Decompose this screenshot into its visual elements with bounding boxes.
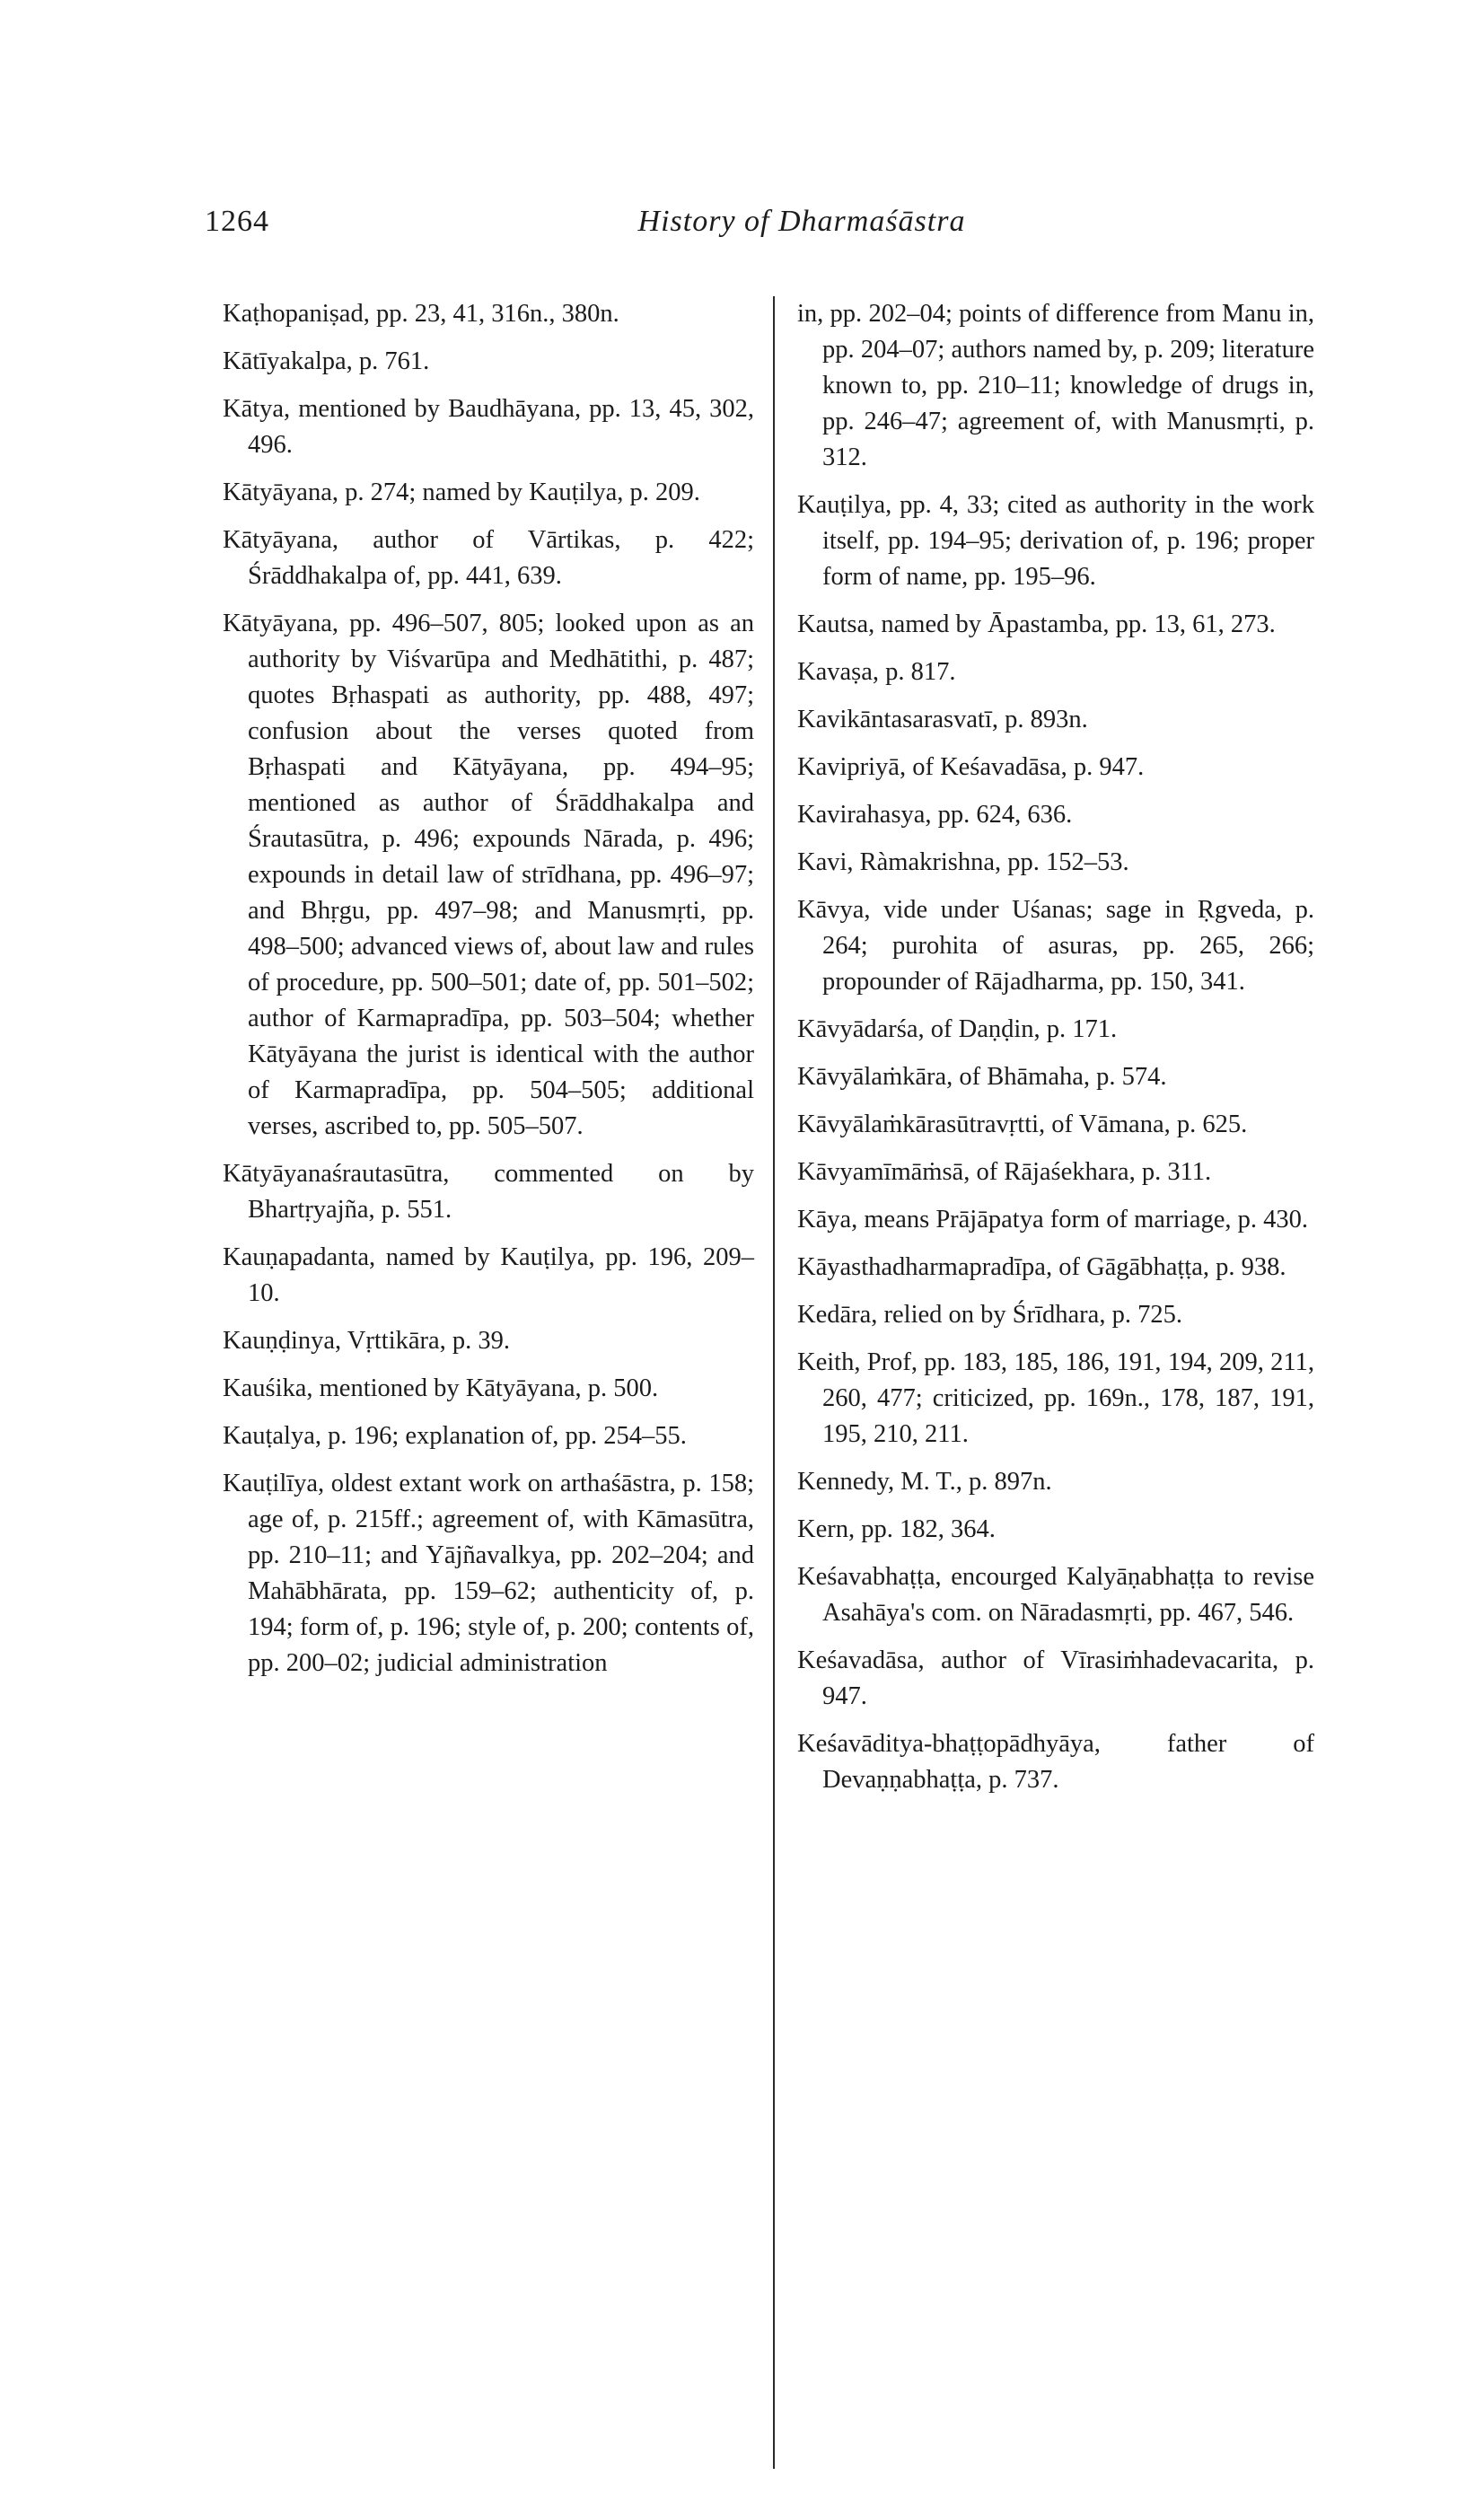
index-entry: Kātya, mentioned by Baudhāyana, pp. 13, 45, 302, 496. — [223, 395, 754, 459]
index-entry: Kauṇḍinya, Vṛttikāra, p. 39. — [223, 1327, 511, 1355]
page-number: 1264 — [205, 205, 269, 238]
index-entry: Kautsa, named by Āpastamba, pp. 13, 61, 273. — [797, 610, 1276, 638]
index-entry: Kauṇapadanta, named by Kauṭilya, pp. 196, 209–10. — [223, 1243, 754, 1307]
index-entry: Kern, pp. 182, 364. — [797, 1515, 996, 1543]
index-entry: Kavi, Ràmakrishna, pp. 152–53. — [797, 848, 1129, 876]
index-entry: Keśavadāsa, author of Vīrasiṁhadevacarita, p. 947. — [797, 1646, 1314, 1710]
index-entry: in, pp. 202–04; points of difference from Manu in, pp. 204–07; authors named by, p. 209; literature known to, pp. 210–11; knowledge of drugs in, pp. 246–47; agreement of, with Manusmṛti, p. 312. — [797, 300, 1314, 471]
index-entry: Kauṭalya, p. 196; explanation of, pp. 254–55. — [223, 1422, 687, 1450]
index-entry: Keśavabhaṭṭa, encourged Kalyāṇabhaṭṭa to revise Asahāya's com. on Nāradasmṛti, pp. 467, 546. — [797, 1563, 1314, 1627]
index-entry: Kavirahasya, pp. 624, 636. — [797, 801, 1073, 829]
index-entry: Kavipriyā, of Keśavadāsa, p. 947. — [797, 753, 1145, 781]
index-entry: Kātyāyana, p. 274; named by Kauṭilya, p. 209. — [223, 478, 700, 506]
index-entry: Kātyāyana, author of Vārtikas, p. 422; Śrāddhakalpa of, pp. 441, 639. — [223, 526, 754, 590]
index-entry: Kauṭilīya, oldest extant work on arthaśāstra, p. 158; age of, p. 215ff.; agreement of, with Kāmasūtra, pp. 210–11; and Yājñavalkya, pp. 202–204; and Mahābhārata, pp. 159–62; authenticity of, p. 194; form of, p. 196; style of, p. 200; contents of, pp. 200–02; judicial administration — [223, 1470, 754, 1677]
index-entry: Kātīyakalpa, p. 761. — [223, 347, 430, 375]
index-column-left — [223, 296, 754, 1693]
index-entry: Kennedy, M. T., p. 897n. — [797, 1468, 1052, 1496]
index-entry: Kāvyamīmāṁsā, of Rājaśekhara, p. 311. — [797, 1158, 1212, 1186]
index-entry: Kauṭilya, pp. 4, 33; cited as authority in the work itself, pp. 194–95; derivation of, p. 196; proper form of name, pp. 195–96. — [797, 491, 1314, 591]
index-entry: Keśavāditya-bhaṭṭopādhyāya, father of Devaṇṇabhaṭṭa, p. 737. — [797, 1730, 1314, 1794]
index-entry: Kavaṣa, p. 817. — [797, 658, 956, 686]
index-column-right — [797, 296, 1314, 1810]
index-entry: Kāvyālaṁkāra, of Bhāmaha, p. 574. — [797, 1063, 1167, 1091]
page-header — [205, 205, 1399, 259]
index-entry: Kāvyādarśa, of Daṇḍin, p. 171. — [797, 1015, 1118, 1043]
index-entry: Keith, Prof, pp. 183, 185, 186, 191, 194, 209, 211, 260, 477; criticized, pp. 169n., 178, 187, 191, 195, 210, 211. — [797, 1348, 1314, 1448]
index-entry: Kātyāyana, pp. 496–507, 805; looked upon as an authority by Viśvarūpa and Medhātithi, p. 487; quotes Bṛhaspati as authority, pp. 488, 497; confusion about the verses quoted from Bṛhaspati and Kātyāyana, pp. 494–95; mentioned as author of Śrāddhakalpa and Śrautasūtra, p. 496; expounds Nārada, p. 496; expounds in detail law of strīdhana, pp. 496–97; and Bhṛgu, pp. 497–98; and Manusmṛti, pp. 498–500; advanced views of, about law and rules of procedure, pp. 500–501; date of, pp. 501–502; author of Karmapradīpa, pp. 503–504; whether Kātyāyana the jurist is identical with the author of Karmapradīpa, pp. 504–505; additional verses, ascribed to, pp. 505–507. — [223, 610, 754, 1140]
index-entry: Kaṭhopaniṣad, pp. 23, 41, 316n., 380n. — [223, 300, 619, 328]
index-entry: Kedāra, relied on by Śrīdhara, p. 725. — [797, 1301, 1182, 1329]
index-entry: Kātyāyanaśrautasūtra, commented on by Bhartṛyajña, p. 551. — [223, 1160, 754, 1224]
index-entry: Kāvya, vide under Uśanas; sage in Ṛgveda, p. 264; purohita of asuras, pp. 265, 266; propounder of Rājadharma, pp. 150, 341. — [797, 896, 1314, 996]
index-entry: Kavikāntasarasvatī, p. 893n. — [797, 706, 1088, 733]
running-title: History of Dharmaśāstra — [637, 205, 966, 238]
index-entry: Kāvyālaṁkārasūtravṛtti, of Vāmana, p. 625. — [797, 1111, 1248, 1138]
index-entry: Kauśika, mentioned by Kātyāyana, p. 500. — [223, 1374, 659, 1402]
index-entry: Kāya, means Prājāpatya form of marriage, p. 430. — [797, 1206, 1308, 1233]
column-divider — [773, 296, 775, 2469]
index-entry: Kāyasthadharmapradīpa, of Gāgābhaṭṭa, p. 938. — [797, 1253, 1286, 1281]
